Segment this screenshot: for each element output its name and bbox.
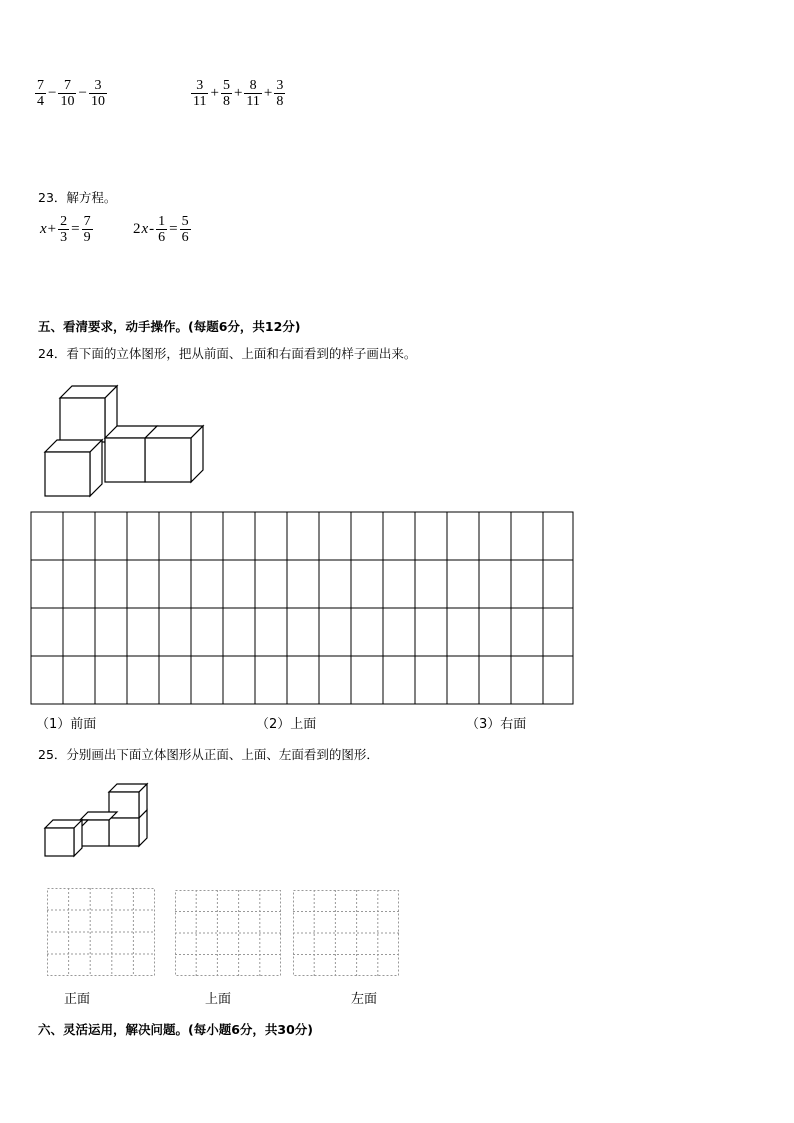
cube-figure-24 xyxy=(40,380,210,500)
section-5-heading: 五、看清要求，动手操作。(每题6分，共12分) xyxy=(38,319,301,334)
drawing-grid-24[interactable] xyxy=(30,511,574,706)
variable-x: x xyxy=(40,221,47,237)
calc-expression-1 xyxy=(34,78,108,109)
operator: − xyxy=(48,85,57,101)
operator: − xyxy=(78,85,87,101)
dotted-grid-top[interactable] xyxy=(175,890,281,976)
dotted-grid-front[interactable] xyxy=(47,888,155,976)
fraction: $\frac{3}{11}$ xyxy=(193,78,207,109)
label-top-view: （2）上面 xyxy=(256,717,317,732)
fraction: $\frac{3}{10}$ xyxy=(90,78,105,109)
cube-figure-25 xyxy=(42,780,152,862)
calc-expression-2 xyxy=(190,78,286,109)
label-left: 左面 xyxy=(351,992,378,1007)
fraction: $\frac{1}{6}$ xyxy=(158,214,166,245)
variable-x: x xyxy=(141,221,149,237)
question-25-title: 25．分别画出下面立体图形从正面、上面、左面看到的图形． xyxy=(38,747,379,762)
coefficient: 2 xyxy=(133,221,141,237)
fraction: $\frac{3}{8}$ xyxy=(276,78,284,109)
fraction: $\frac{2}{3}$ xyxy=(60,214,68,245)
fraction: $\frac{7}{9}$ xyxy=(83,214,91,245)
question-23-title: 23．解方程。 xyxy=(38,190,117,205)
equation-1 xyxy=(40,214,94,245)
fraction: $\frac{5}{6}$ xyxy=(181,214,189,245)
fraction: $\frac{8}{11}$ xyxy=(246,78,260,109)
operator: + xyxy=(263,85,273,101)
label-front-view: （1）前面 xyxy=(36,717,97,732)
fraction: $\frac{5}{8}$ xyxy=(222,78,230,109)
dotted-grid-left[interactable] xyxy=(293,890,399,976)
equals-sign: = xyxy=(169,221,178,237)
operator: + xyxy=(47,221,57,237)
fraction: $\frac{7}{10}$ xyxy=(60,78,75,109)
label-front: 正面 xyxy=(64,992,91,1007)
equals-sign: = xyxy=(71,221,80,237)
section-6-heading: 六、灵活运用，解决问题。(每小题6分，共30分) xyxy=(38,1022,314,1037)
operator: + xyxy=(233,85,243,101)
operator: - xyxy=(149,221,155,237)
operator: + xyxy=(210,85,219,101)
label-right-view: （3）右面 xyxy=(466,717,527,732)
equation-2 xyxy=(132,214,192,245)
question-24-title: 24．看下面的立体图形，把从前面、上面和右面看到的样子画出来。 xyxy=(38,346,417,361)
fraction: $\frac{7}{4}$ xyxy=(37,78,44,109)
label-top: 上面 xyxy=(205,992,232,1007)
